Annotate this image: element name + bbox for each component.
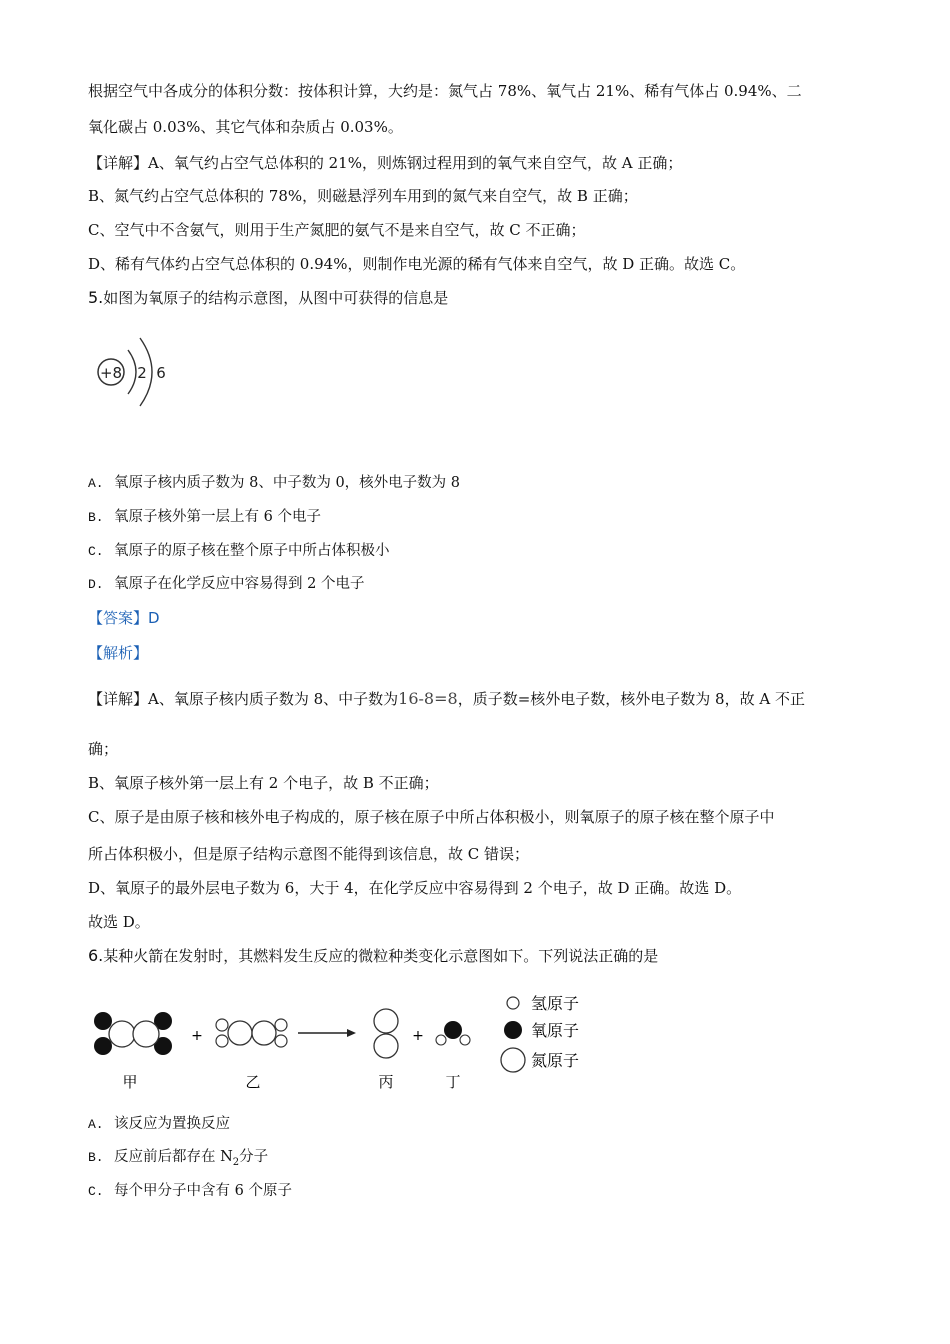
analysis-tag: 【解析】 <box>88 644 149 662</box>
label-jia: 甲 <box>122 1073 138 1091</box>
molecule-ding <box>436 1021 470 1045</box>
arrow-icon <box>298 1029 356 1037</box>
option-a: A. 该反应为置换反应 <box>88 1116 230 1132</box>
paragraph-line: B、氧原子核外第一层上有 2 个电子，故 B 不正确； <box>88 774 439 792</box>
shell-1-electrons: 2 <box>137 364 147 382</box>
option-c: C. 每个甲分子中含有 6 个原子 <box>88 1183 292 1199</box>
paragraph-line: C、原子是由原子核和核外电子构成的，原子核在原子中所占体积极小，则氧原子的原子核在整个原子中 <box>88 808 775 826</box>
paragraph-line: B、氮气约占空气总体积的 78%，则磁悬浮列车用到的氮气来自空气，故 B 正确； <box>88 187 638 205</box>
molecule-jia <box>94 1012 172 1055</box>
plus-sign: + <box>412 1028 424 1044</box>
label-ding: 丁 <box>445 1073 461 1091</box>
nucleus-charge: +8 <box>99 364 123 382</box>
label-yi: 乙 <box>245 1073 261 1091</box>
question-number: 5. <box>88 288 104 307</box>
shell-2-electrons: 6 <box>156 364 166 382</box>
detail-a-line: 【详解】A、氧原子核内质子数为 8、中子数为16-8=8，质子数=核外电子数，核外电子数为 8，故 A 不正 <box>88 689 805 708</box>
answer-tag: 【答案】 <box>88 609 149 627</box>
reaction-diagram <box>88 988 598 1093</box>
question-number: 6. <box>88 946 104 965</box>
paragraph-line: 确； <box>88 740 119 758</box>
paragraph-line: 【详解】A、氧气约占空气总体积的 21%，则炼钢过程用到的氧气来自空气，故 A 正确； <box>88 154 683 172</box>
answer-value: D <box>148 609 160 627</box>
plus-sign: + <box>191 1028 203 1044</box>
nitrogen-legend-icon <box>501 1048 525 1072</box>
legend-oxygen: 氧原子 <box>531 1021 580 1040</box>
answer-line <box>88 608 160 628</box>
paragraph-line: D、稀有气体约占空气总体积的 0.94%，则制作电光源的稀有气体来自空气，故 D 正确。故选 C。 <box>88 255 746 273</box>
question-text: 某种火箭在发射时，其燃料发生反应的微粒种类变化示意图如下。下列说法正确的是 <box>103 947 659 965</box>
question-text: 如图为氧原子的结构示意图，从图中可获得的信息是 <box>103 289 449 307</box>
shell-arc-1 <box>128 350 136 394</box>
legend <box>501 994 579 1072</box>
oxygen-legend-icon <box>504 1021 522 1039</box>
paragraph-line: 根据空气中各成分的体积分数：按体积计算，大约是：氮气占 78%、氧气占 21%、稀有气体占 0.94%、二 <box>88 82 802 100</box>
label-bing: 丙 <box>378 1073 394 1091</box>
molecule-yi <box>216 1019 287 1047</box>
option-c: C. 氧原子的原子核在整个原子中所占体积极小 <box>88 543 390 559</box>
option-b: B. 氧原子核外第一层上有 6 个电子 <box>88 509 321 525</box>
option-b: B. 反应前后都存在 $N_2$分子 <box>88 1149 269 1168</box>
question-5-stem <box>88 288 448 308</box>
legend-hydrogen: 氢原子 <box>531 994 580 1013</box>
option-a: A. 氧原子核内质子数为 8、中子数为 0，核外电子数为 8 <box>88 475 461 491</box>
option-d: D. 氧原子在化学反应中容易得到 2 个电子 <box>88 576 365 592</box>
neutron-formula: 16-8=8 <box>398 689 458 708</box>
oxygen-atom-structure-diagram <box>92 328 182 416</box>
paragraph-line: 故选 D。 <box>88 913 150 931</box>
paragraph-line: 所占体积极小，但是原子结构示意图不能得到该信息，故 C 错误； <box>88 845 530 863</box>
paragraph-line: 氧化碳占 0.03%、其它气体和杂质占 0.03%。 <box>88 118 403 136</box>
legend-nitrogen: 氮原子 <box>531 1051 580 1070</box>
question-6-stem <box>88 946 658 966</box>
paragraph-line: D、氧原子的最外层电子数为 6，大于 4，在化学反应中容易得到 2 个电子，故 D 正确。故选 D。 <box>88 879 742 897</box>
hydrogen-legend-icon <box>507 997 519 1009</box>
molecule-bing <box>374 1009 398 1058</box>
paragraph-line: C、空气中不含氨气，则用于生产氮肥的氨气不是来自空气，故 C 不正确； <box>88 221 586 239</box>
